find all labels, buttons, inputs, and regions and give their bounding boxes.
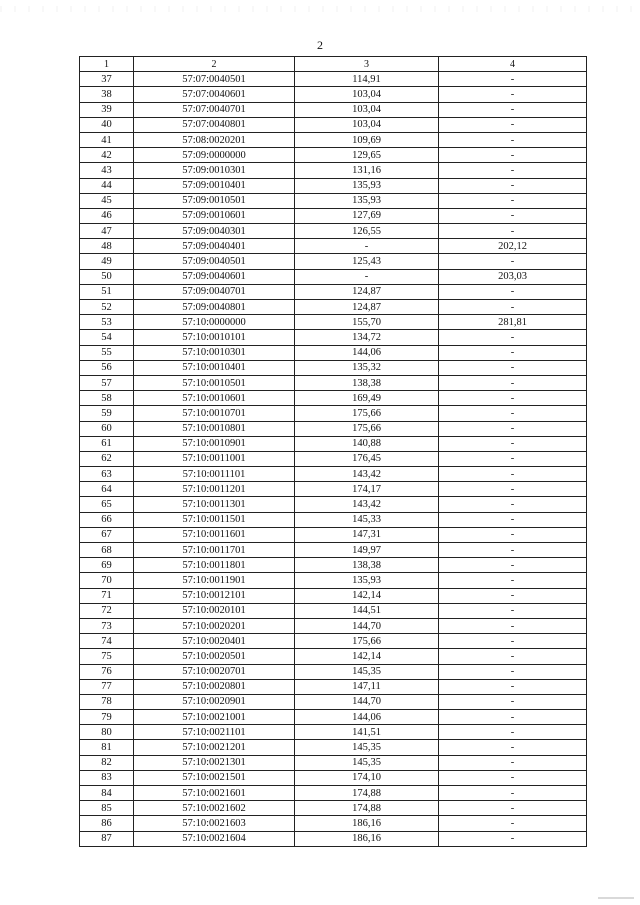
value-col3-cell: 141,51 [295, 725, 439, 740]
value-col4-cell: - [439, 330, 587, 345]
cadastral-number-cell: 57:09:0040601 [134, 269, 295, 284]
table-row [80, 163, 587, 178]
row-number-cell: 72 [80, 603, 134, 618]
cadastral-number-cell: 57:10:0020201 [134, 618, 295, 633]
value-col4-cell: - [439, 224, 587, 239]
value-col3-cell: 144,06 [295, 710, 439, 725]
table-row [80, 497, 587, 512]
value-col3-cell: 143,42 [295, 467, 439, 482]
cadastral-number-cell: 57:10:0021301 [134, 755, 295, 770]
column-header-3: 3 [295, 57, 439, 72]
row-number-cell: 49 [80, 254, 134, 269]
table-row [80, 345, 587, 360]
value-col4-cell: - [439, 786, 587, 801]
row-number-cell: 63 [80, 467, 134, 482]
value-col4-cell: - [439, 710, 587, 725]
row-number-cell: 74 [80, 634, 134, 649]
row-number-cell: 85 [80, 801, 134, 816]
value-col4-cell: - [439, 345, 587, 360]
cadastral-number-cell: 57:10:0011101 [134, 467, 295, 482]
row-number-cell: 71 [80, 588, 134, 603]
table-row [80, 239, 587, 254]
value-col3-cell: 103,04 [295, 87, 439, 102]
value-col3-cell: 109,69 [295, 132, 439, 147]
row-number-cell: 50 [80, 269, 134, 284]
table-row [80, 72, 587, 87]
value-col4-cell: - [439, 406, 587, 421]
value-col3-cell: 103,04 [295, 102, 439, 117]
row-number-cell: 43 [80, 163, 134, 178]
value-col3-cell: 142,14 [295, 649, 439, 664]
value-col3-cell: 135,93 [295, 178, 439, 193]
value-col4-cell: - [439, 87, 587, 102]
table-row [80, 117, 587, 132]
value-col3-cell: 125,43 [295, 254, 439, 269]
cadastral-number-cell: 57:10:0010401 [134, 360, 295, 375]
row-number-cell: 56 [80, 360, 134, 375]
value-col3-cell: 135,32 [295, 360, 439, 375]
value-col4-cell: - [439, 770, 587, 785]
scan-artifact-bottom [598, 897, 634, 899]
table-row [80, 558, 587, 573]
table-row [80, 679, 587, 694]
column-header-4: 4 [439, 57, 587, 72]
value-col3-cell: 145,33 [295, 512, 439, 527]
row-number-cell: 51 [80, 284, 134, 299]
table-row [80, 664, 587, 679]
value-col4-cell: - [439, 102, 587, 117]
table-row [80, 360, 587, 375]
row-number-cell: 76 [80, 664, 134, 679]
value-col3-cell: 143,42 [295, 497, 439, 512]
value-col3-cell: 175,66 [295, 406, 439, 421]
value-col3-cell: 103,04 [295, 117, 439, 132]
value-col4-cell: - [439, 284, 587, 299]
table-row [80, 786, 587, 801]
page-number: 2 [317, 38, 323, 52]
cadastral-number-cell: 57:10:0020701 [134, 664, 295, 679]
value-col3-cell: 144,51 [295, 603, 439, 618]
value-col4-cell: - [439, 527, 587, 542]
cadastral-number-cell: 57:08:0020201 [134, 132, 295, 147]
value-col4-cell: - [439, 816, 587, 831]
table-row [80, 208, 587, 223]
value-col4-cell: - [439, 72, 587, 87]
table-row [80, 710, 587, 725]
cadastral-number-cell: 57:07:0040501 [134, 72, 295, 87]
cadastral-number-cell: 57:10:0021604 [134, 831, 295, 846]
value-col3-cell: 169,49 [295, 391, 439, 406]
row-number-cell: 67 [80, 527, 134, 542]
row-number-cell: 42 [80, 148, 134, 163]
table-row [80, 588, 587, 603]
table-row [80, 649, 587, 664]
cadastral-number-cell: 57:10:0020501 [134, 649, 295, 664]
cadastral-number-cell: 57:10:0021001 [134, 710, 295, 725]
table-row [80, 224, 587, 239]
value-col3-cell: 135,93 [295, 193, 439, 208]
table-row [80, 451, 587, 466]
table-row [80, 375, 587, 390]
row-number-cell: 65 [80, 497, 134, 512]
table-header-row [80, 57, 587, 72]
cadastral-number-cell: 57:10:0021501 [134, 770, 295, 785]
row-number-cell: 48 [80, 239, 134, 254]
value-col4-cell: - [439, 148, 587, 163]
value-col4-cell: - [439, 451, 587, 466]
row-number-cell: 46 [80, 208, 134, 223]
value-col4-cell: - [439, 178, 587, 193]
table-row [80, 391, 587, 406]
cadastral-number-cell: 57:10:0011901 [134, 573, 295, 588]
cadastral-number-cell: 57:10:0012101 [134, 588, 295, 603]
table-row [80, 512, 587, 527]
value-col3-cell: 134,72 [295, 330, 439, 345]
row-number-cell: 84 [80, 786, 134, 801]
cadastral-number-cell: 57:10:0010301 [134, 345, 295, 360]
cadastral-number-cell: 57:09:0040301 [134, 224, 295, 239]
value-col3-cell: 127,69 [295, 208, 439, 223]
value-col3-cell: 174,88 [295, 786, 439, 801]
cadastral-number-cell: 57:07:0040701 [134, 102, 295, 117]
table-row [80, 406, 587, 421]
table-row [80, 102, 587, 117]
cadastral-number-cell: 57:10:0011201 [134, 482, 295, 497]
cadastral-number-cell: 57:10:0020401 [134, 634, 295, 649]
value-col4-cell: - [439, 679, 587, 694]
cadastral-number-cell: 57:09:0010601 [134, 208, 295, 223]
row-number-cell: 79 [80, 710, 134, 725]
row-number-cell: 87 [80, 831, 134, 846]
value-col3-cell: 175,66 [295, 634, 439, 649]
row-number-cell: 83 [80, 770, 134, 785]
table-row [80, 740, 587, 755]
value-col4-cell: - [439, 375, 587, 390]
value-col3-cell: 175,66 [295, 421, 439, 436]
table-row [80, 132, 587, 147]
value-col4-cell: - [439, 512, 587, 527]
value-col3-cell: 155,70 [295, 315, 439, 330]
cadastral-number-cell: 57:10:0020801 [134, 679, 295, 694]
value-col4-cell: 203,03 [439, 269, 587, 284]
row-number-cell: 57 [80, 375, 134, 390]
cadastral-number-cell: 57:10:0000000 [134, 315, 295, 330]
table-row [80, 801, 587, 816]
cadastral-number-cell: 57:09:0040701 [134, 284, 295, 299]
row-number-cell: 82 [80, 755, 134, 770]
value-col4-cell: - [439, 649, 587, 664]
row-number-cell: 39 [80, 102, 134, 117]
table-row [80, 178, 587, 193]
value-col4-cell: - [439, 117, 587, 132]
value-col3-cell: 124,87 [295, 284, 439, 299]
table-row [80, 603, 587, 618]
cadastral-number-cell: 57:10:0011501 [134, 512, 295, 527]
cadastral-number-cell: 57:10:0011601 [134, 527, 295, 542]
value-col4-cell: - [439, 831, 587, 846]
row-number-cell: 73 [80, 618, 134, 633]
row-number-cell: 40 [80, 117, 134, 132]
cadastral-number-cell: 57:10:0021101 [134, 725, 295, 740]
table-row [80, 330, 587, 345]
value-col3-cell: 138,38 [295, 558, 439, 573]
value-col3-cell: 144,06 [295, 345, 439, 360]
value-col3-cell: 174,17 [295, 482, 439, 497]
value-col4-cell: - [439, 573, 587, 588]
value-col3-cell: 142,14 [295, 588, 439, 603]
row-number-cell: 58 [80, 391, 134, 406]
value-col4-cell: - [439, 588, 587, 603]
value-col3-cell: 124,87 [295, 300, 439, 315]
row-number-cell: 86 [80, 816, 134, 831]
row-number-cell: 61 [80, 436, 134, 451]
value-col4-cell: - [439, 193, 587, 208]
row-number-cell: 75 [80, 649, 134, 664]
value-col3-cell: 131,16 [295, 163, 439, 178]
value-col3-cell: 138,38 [295, 375, 439, 390]
table-row [80, 482, 587, 497]
value-col4-cell: - [439, 543, 587, 558]
value-col3-cell: 135,93 [295, 573, 439, 588]
value-col4-cell: - [439, 467, 587, 482]
value-col3-cell: 129,65 [295, 148, 439, 163]
row-number-cell: 38 [80, 87, 134, 102]
value-col4-cell: - [439, 603, 587, 618]
value-col3-cell: 114,91 [295, 72, 439, 87]
value-col3-cell: 174,88 [295, 801, 439, 816]
row-number-cell: 68 [80, 543, 134, 558]
table-row [80, 467, 587, 482]
cadastral-number-cell: 57:10:0021201 [134, 740, 295, 755]
row-number-cell: 47 [80, 224, 134, 239]
table-row [80, 193, 587, 208]
value-col4-cell: - [439, 740, 587, 755]
value-col4-cell: - [439, 391, 587, 406]
table-row [80, 315, 587, 330]
value-col4-cell: - [439, 208, 587, 223]
table-row [80, 436, 587, 451]
value-col3-cell: 144,70 [295, 618, 439, 633]
row-number-cell: 78 [80, 694, 134, 709]
row-number-cell: 54 [80, 330, 134, 345]
row-number-cell: 53 [80, 315, 134, 330]
value-col4-cell: - [439, 618, 587, 633]
table-body [80, 72, 587, 847]
row-number-cell: 59 [80, 406, 134, 421]
value-col3-cell: 147,31 [295, 527, 439, 542]
cadastral-number-cell: 57:09:0040501 [134, 254, 295, 269]
value-col4-cell: - [439, 497, 587, 512]
cadastral-number-cell: 57:10:0020101 [134, 603, 295, 618]
value-col4-cell: - [439, 558, 587, 573]
value-col3-cell: 126,55 [295, 224, 439, 239]
cadastral-number-cell: 57:10:0011701 [134, 543, 295, 558]
table-row [80, 269, 587, 284]
cadastral-number-cell: 57:10:0021601 [134, 786, 295, 801]
value-col4-cell: - [439, 436, 587, 451]
value-col3-cell: - [295, 239, 439, 254]
value-col4-cell: - [439, 163, 587, 178]
value-col3-cell: 174,10 [295, 770, 439, 785]
table-row [80, 618, 587, 633]
value-col4-cell: - [439, 421, 587, 436]
value-col3-cell: 147,11 [295, 679, 439, 694]
table-row [80, 755, 587, 770]
value-col4-cell: - [439, 801, 587, 816]
cadastral-number-cell: 57:10:0021603 [134, 816, 295, 831]
cadastral-number-cell: 57:10:0011301 [134, 497, 295, 512]
table-row [80, 284, 587, 299]
cadastral-number-cell: 57:10:0010901 [134, 436, 295, 451]
row-number-cell: 81 [80, 740, 134, 755]
cadastral-number-cell: 57:10:0021602 [134, 801, 295, 816]
value-col4-cell: - [439, 300, 587, 315]
cadastral-number-cell: 57:07:0040601 [134, 87, 295, 102]
table-row [80, 694, 587, 709]
row-number-cell: 69 [80, 558, 134, 573]
value-col3-cell: 140,88 [295, 436, 439, 451]
table-row [80, 87, 587, 102]
table-row [80, 634, 587, 649]
cadastral-number-cell: 57:09:0040801 [134, 300, 295, 315]
cadastral-number-cell: 57:09:0040401 [134, 239, 295, 254]
value-col4-cell: 202,12 [439, 239, 587, 254]
value-col4-cell: - [439, 482, 587, 497]
table-row [80, 543, 587, 558]
cadastral-number-cell: 57:09:0010301 [134, 163, 295, 178]
cadastral-number-cell: 57:10:0010501 [134, 375, 295, 390]
value-col3-cell: 186,16 [295, 816, 439, 831]
row-number-cell: 52 [80, 300, 134, 315]
cadastral-number-cell: 57:09:0000000 [134, 148, 295, 163]
value-col4-cell: - [439, 694, 587, 709]
column-header-1: 1 [80, 57, 134, 72]
row-number-cell: 44 [80, 178, 134, 193]
value-col3-cell: 144,70 [295, 694, 439, 709]
cadastral-number-cell: 57:10:0010601 [134, 391, 295, 406]
row-number-cell: 77 [80, 679, 134, 694]
table-row [80, 770, 587, 785]
row-number-cell: 41 [80, 132, 134, 147]
row-number-cell: 64 [80, 482, 134, 497]
cadastral-number-cell: 57:10:0010801 [134, 421, 295, 436]
cadastral-number-cell: 57:10:0011801 [134, 558, 295, 573]
row-number-cell: 37 [80, 72, 134, 87]
value-col3-cell: 145,35 [295, 664, 439, 679]
cadastral-number-cell: 57:09:0010401 [134, 178, 295, 193]
row-number-cell: 45 [80, 193, 134, 208]
cadastral-number-cell: 57:10:0011001 [134, 451, 295, 466]
row-number-cell: 80 [80, 725, 134, 740]
value-col3-cell: 145,35 [295, 740, 439, 755]
row-number-cell: 66 [80, 512, 134, 527]
value-col4-cell: - [439, 254, 587, 269]
value-col4-cell: - [439, 755, 587, 770]
row-number-cell: 70 [80, 573, 134, 588]
value-col3-cell: - [295, 269, 439, 284]
value-col4-cell: - [439, 360, 587, 375]
table-row [80, 725, 587, 740]
cadastral-number-cell: 57:10:0020901 [134, 694, 295, 709]
column-header-2: 2 [134, 57, 295, 72]
row-number-cell: 62 [80, 451, 134, 466]
value-col4-cell: - [439, 132, 587, 147]
value-col3-cell: 176,45 [295, 451, 439, 466]
value-col3-cell: 149,97 [295, 543, 439, 558]
cadastral-number-cell: 57:09:0010501 [134, 193, 295, 208]
scan-artifact [0, 6, 640, 12]
table-row [80, 527, 587, 542]
cadastral-number-cell: 57:07:0040801 [134, 117, 295, 132]
value-col4-cell: - [439, 725, 587, 740]
table-row [80, 573, 587, 588]
cadastral-number-cell: 57:10:0010101 [134, 330, 295, 345]
table-row [80, 254, 587, 269]
table-row [80, 831, 587, 846]
value-col3-cell: 186,16 [295, 831, 439, 846]
cadastral-number-cell: 57:10:0010701 [134, 406, 295, 421]
value-col4-cell: - [439, 634, 587, 649]
row-number-cell: 55 [80, 345, 134, 360]
value-col3-cell: 145,35 [295, 755, 439, 770]
row-number-cell: 60 [80, 421, 134, 436]
value-col4-cell: 281,81 [439, 315, 587, 330]
value-col4-cell: - [439, 664, 587, 679]
table-row [80, 421, 587, 436]
table-row [80, 300, 587, 315]
table-row [80, 148, 587, 163]
table-row [80, 816, 587, 831]
data-table [79, 56, 587, 847]
